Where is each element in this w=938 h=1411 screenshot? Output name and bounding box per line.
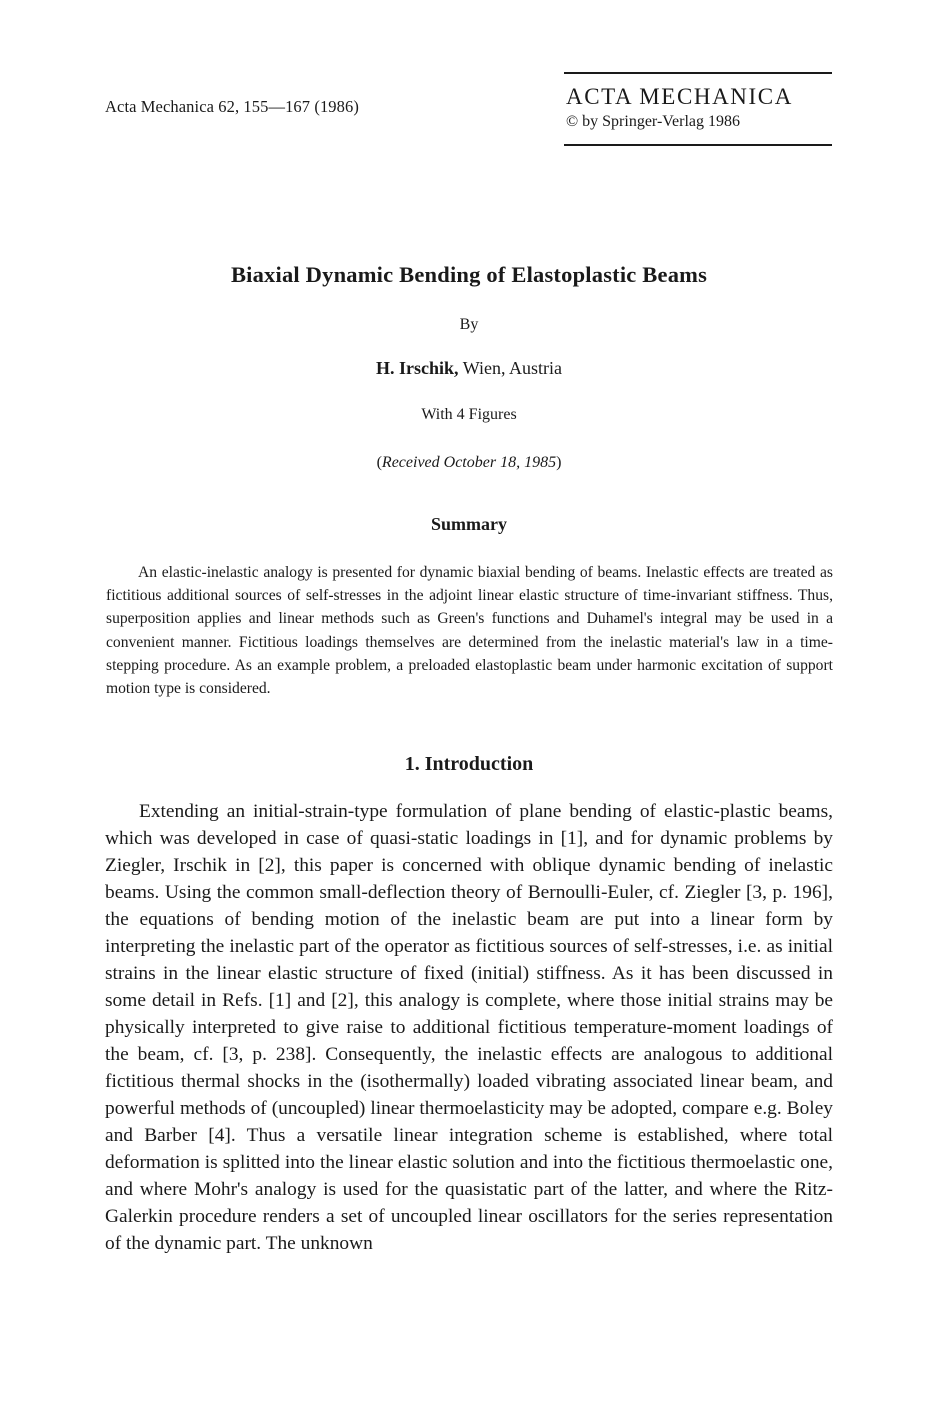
received-paren-open: ( (376, 454, 382, 471)
journal-name: ACTA MECHANICA (566, 84, 793, 109)
paper-title: Biaxial Dynamic Bending of Elastoplastic Beams (230, 262, 708, 287)
section-heading-introduction: 1. Introduction (404, 753, 534, 775)
author-line (0, 358, 938, 379)
summary-text: An elastic-inelastic analogy is presented for dynamic biaxial bending of beams. Inelastic effects are treated as fictitious additional sources of self-stresses in the adjoint linear elastic structure of time-invariant stiffness. Thus, superposition applies and linear methods such as Green's functions and Duhamel's integral may be used in a convenient manner. Fictitious loadings themselves are determined from the inelastic material's law in a time-stepping procedure. As an example problem, a preloaded elastoplastic beam under harmonic excitation of support motion type is considered. (106, 564, 833, 698)
journal-masthead (564, 72, 832, 146)
figures-note: With 4 Figures (421, 406, 517, 423)
received-date: Received October 18, 1985 (381, 454, 557, 471)
received-paren-close: ) (556, 454, 562, 471)
byline-label: By (459, 316, 479, 333)
journal-copyright: © by Springer-Verlag 1986 (566, 113, 741, 130)
author-location: Wien, Austria (458, 358, 562, 378)
journal-citation: Acta Mechanica 62, 155—167 (1986) (105, 97, 359, 116)
summary-heading: Summary (431, 514, 507, 534)
author-name: H. Irschik, (376, 358, 459, 378)
introduction-text: Extending an initial-strain-type formulation of plane bending of elastic-plastic beams, which was developed in case of quasi-static loadings in [1], and for dynamic problems by Ziegler, Irschik in [2], this paper is concerned with oblique dynamic bending of inelastic beams. Using the common small-deflection theory of Bernoulli-Euler, cf. Ziegler [3, p. 196], the equations of bending motion of the inelastic beam are put into a linear form by interpreting the inelastic part of the operator as fictitious sources of self-stresses, i.e. as initial strains in the linear elastic structure of fixed (initial) stiffness. As it has been discussed in some detail in Refs. [1] and [2], this analogy is complete, where those initial strains may be physically interpreted to give raise to additional fictitious temperature-moment loadings of the beam, cf. [3, p. 238]. Consequently, the inelastic effects are analogous to additional fictitious thermal shocks in the (isothermally) loaded vibrating associated linear beam, and powerful methods of (uncoupled) linear thermoelasticity may be adopted, compare e.g. Boley and Barber [4]. Thus a versatile linear integration scheme is established, where total deformation is splitted into the linear elastic solution and into the fictitious thermoelastic one, and where Mohr's analogy is used for the quasistatic part of the latter, and where the Ritz-Galerkin procedure renders a set of uncoupled linear oscillators for the series representation of the dynamic part. The unknown (105, 801, 833, 1254)
received-date-line (0, 454, 938, 472)
